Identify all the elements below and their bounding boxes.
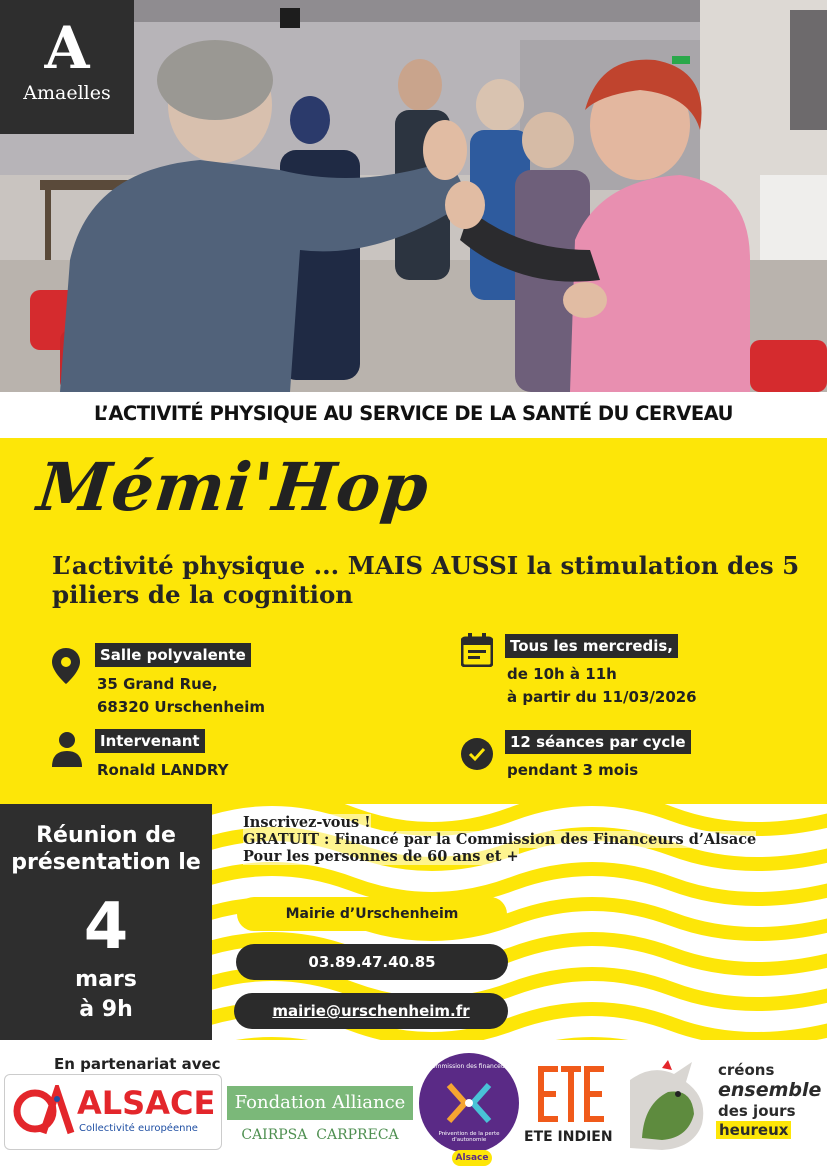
contact-phone[interactable]: 03.89.47.40.85	[236, 944, 508, 980]
fondation-name: Fondation Alliance	[227, 1086, 413, 1120]
commission-logo	[419, 1053, 519, 1153]
location-line2: 68320 Urschenheim	[97, 698, 265, 716]
signup-line1: Inscrivez-vous !	[243, 814, 371, 831]
brand-mark: A	[44, 14, 90, 82]
creons-l2: ensemble	[718, 1079, 822, 1101]
program-subtitle: L’activité physique ... MAIS AUSSI la stimulation des 5 piliers de la cognition	[52, 551, 800, 609]
schedule-label: Tous les mercredis,	[505, 634, 678, 658]
creons-l4: heureux	[716, 1121, 791, 1139]
schedule-line2: à partir du 11/03/2026	[507, 688, 697, 706]
meeting-time: à 9h	[79, 997, 133, 1022]
brand-name: Amaelles	[23, 82, 111, 104]
meeting-day: 4	[83, 890, 129, 964]
schedule-line1: de 10h à 11h	[507, 665, 617, 683]
instructor-label: Intervenant	[95, 729, 205, 753]
ete-indien-logo	[538, 1066, 604, 1128]
alsace-mark-icon	[13, 1085, 75, 1137]
cycle-label: 12 séances par cycle	[505, 730, 691, 754]
meeting-month: mars	[75, 967, 137, 992]
alsace-logo	[4, 1074, 222, 1150]
location-line1: 35 Grand Rue,	[97, 675, 218, 693]
dragon-logo	[622, 1058, 714, 1158]
contact-place: Mairie d’Urschenheim	[237, 897, 507, 931]
partners-label: En partenariat avec	[54, 1055, 221, 1073]
creons-l1: créons	[718, 1061, 775, 1079]
headline: L’ACTIVITÉ PHYSIQUE AU SERVICE DE LA SANTÉ DU CERVEAU	[0, 392, 827, 438]
commission-bottom: Prévention de la perte d'autonomie	[438, 1131, 500, 1143]
fondation-sub: CAIRPSA CARPRECA	[241, 1127, 399, 1143]
meeting-line2: présentation le	[11, 850, 201, 875]
contact-email-link[interactable]: mairie@urschenheim.fr	[234, 993, 508, 1029]
ete-indien-mark-icon	[538, 1066, 604, 1124]
brand-logo	[0, 0, 134, 134]
calendar-icon	[461, 633, 493, 671]
commission-tag: Alsace	[452, 1150, 492, 1166]
person-icon	[52, 731, 82, 771]
check-circle-icon	[461, 738, 493, 774]
signup-line3: Pour les personnes de 60 ans et +	[243, 848, 519, 865]
meeting-panel	[0, 804, 212, 1040]
meeting-line1: Réunion de	[36, 823, 176, 848]
alsace-sub: Collectivité européenne	[79, 1123, 198, 1134]
alsace-name: ALSACE	[77, 1084, 216, 1122]
commission-top: Commission des financeurs	[427, 1063, 511, 1070]
commission-emblem-icon	[445, 1081, 493, 1125]
ete-indien-name: ETE INDIEN	[524, 1129, 613, 1145]
creons-l3: des jours	[718, 1102, 796, 1120]
cycle-line1: pendant 3 mois	[507, 761, 639, 779]
dragon-icon	[622, 1058, 714, 1154]
location-pin-icon	[52, 648, 80, 688]
signup-line2: GRATUIT : Financé par la Commission des Financeurs d’Alsace	[243, 831, 757, 848]
location-label: Salle polyvalente	[95, 643, 251, 667]
instructor-name: Ronald LANDRY	[97, 761, 229, 779]
program-title: Mémi'Hop	[33, 448, 433, 526]
